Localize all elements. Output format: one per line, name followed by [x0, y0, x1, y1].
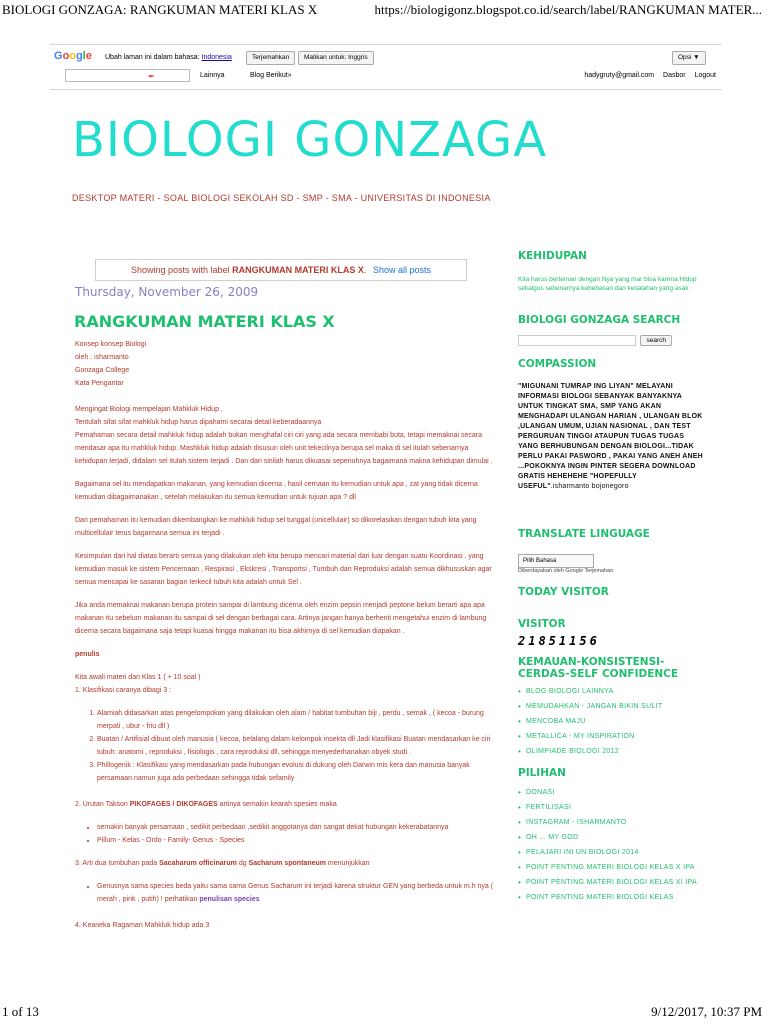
- pilihan-heading: PILIHAN: [518, 767, 566, 779]
- species-writing-link[interactable]: penulisan species: [199, 896, 260, 903]
- today-visitor-heading: TODAY VISITOR: [518, 586, 609, 598]
- post-body: [75, 338, 495, 932]
- sidebar-link[interactable]: • POINT PENTING MATERI BIOLOGI KELAS X IPA: [518, 862, 704, 873]
- list-item: 1. Alamiah didasarkan atas pengelompokan yang dilakukan oleh alam / habitat tumbuhan biji , perdu , semak , ( kecoa - burung merpati , ubur - friu dll ): [97, 707, 495, 733]
- kehidupan-text: Kita harus berteman dengan Nya yang mar bisa karena Hidup sekalgus sebenarnya kebebasan dan kesalahan yang asak: [518, 276, 697, 292]
- classification-list: [75, 707, 495, 785]
- sidebar-link[interactable]: • DONASI: [518, 787, 704, 798]
- kemauan-links: [518, 686, 704, 757]
- search-form: [518, 332, 704, 350]
- sidebar-link[interactable]: • PELAJARI INI UN BIOLOGI 2014: [518, 847, 704, 858]
- translate-heading: TRANSLATE LINGUAGE: [518, 528, 650, 540]
- translate-button[interactable]: Terjemahkan: [246, 51, 295, 65]
- author-label: penulis: [75, 651, 100, 658]
- powered-by-text: Diberdayakan oleh Google Terjemahan: [518, 568, 614, 574]
- paragraph: Dari pemahaman itu kemudian dikembangkan ke mahkluk hidup sel tunggal (unicellulair) so dikorelasikan dengan tubuh kita yang multicellulair terus bagaimana semua ini terjadi .: [75, 517, 477, 537]
- intro-line: oleh : isharmanto: [75, 354, 129, 361]
- paragraph: 3. Arti dua tumbuhan pada Sacaharum officinarum dg Sacharum spontaneum menunjukkan: [75, 860, 370, 867]
- compassion-text: "MIGUNANI TUMRAP ING LIYAN" MELAYANI INFORMASI BIOLOGI SEBANYAK BANYAKNYA UNTUK TINGKAT SMA, SMP YANG AKAN MENGHADAPI ULANGAN HARIAN , ULANGAN BLOK ,ULANGAN UMUM, UJIAN NASIONAL , DAN TEST PERGURUAN TINGGI ATAUPUN TUGAS TUGAS YANG BERHUBUNGAN DENGAN BIOLOGI...TIDAK PERLU PAKAI PASWORD , PAKAI YANG ANEH ANEH ...POKOKNYA INGIN PINTER SEGERA DOWNLOAD GRATIS HEHEHEHE "HOPEFULLY USEFUL".isharmanto bojonegoro: [518, 383, 703, 490]
- print-title: BIOLOGI GONZAGA: RANGKUMAN MATERI KLAS X: [2, 2, 318, 17]
- sidebar: [518, 250, 704, 907]
- sidebar-link[interactable]: • OH ... MY GOD: [518, 832, 704, 843]
- sidebar-link[interactable]: • INSTAGRAM - ISHARMANTO: [518, 817, 704, 828]
- translate-lang-link[interactable]: Indonesia: [201, 54, 232, 61]
- post-date: Thursday, November 26, 2009: [75, 285, 259, 299]
- visitor-heading: VISITOR: [518, 618, 566, 630]
- species-list: [75, 880, 495, 906]
- sidebar-search-input[interactable]: [518, 335, 636, 346]
- print-url: https://biologigonz.blogspot.co.id/search/label/RANGKUMAN MATER...: [374, 2, 762, 17]
- logout-link[interactable]: Logout: [694, 72, 716, 79]
- blog-search-input[interactable]: [65, 69, 190, 82]
- sidebar-link[interactable]: • METALLICA - MY INSPIRATION: [518, 731, 704, 742]
- sidebar-link[interactable]: • MEMUDAHKAN - JANGAN BIKIN SULIT: [518, 701, 704, 712]
- visitor-counter: 21851156: [518, 634, 600, 648]
- paragraph: Jika anda memaknai makanan berupa protein sampai di lambung dicerna oleh enzim pepsin menjadi peptone belum berarti apa apa makanan itu sebelum makanan itu sampai di sel dengan berbagai cara. Artinya jangan hanya berhenti mengetahui enzim di lambung dicerna secara bagaimana saja tetapi kuasai hingga makanan itu bisa akhirnya di sel kemudian diapakan .: [75, 602, 487, 635]
- paragraph: Kita awali materi dari Klas 1 ( + 10 soal ): [75, 674, 201, 681]
- kehidupan-heading: KEHIDUPAN: [518, 250, 587, 262]
- paragraph: 2. Urutan Takson PIKOFAGES / DIKOFAGES artinya semakin kearah spesies maka: [75, 801, 337, 808]
- paragraph: Bagaimana sel itu mendapatkan makanan, yang kemudian dicerna , hasil cernaan itu kemudian untuk apa , zat yang tidak dicerna kemudian dibagaimanakan , setelah melakukan itu semua kemudian untuk tujuan apa ? dll: [75, 481, 478, 501]
- search-heading: BIOLOGI GONZAGA SEARCH: [518, 314, 681, 326]
- sidebar-link[interactable]: • POINT PENTING MATERI BIOLOGI KELAS XI IPA: [518, 877, 704, 888]
- paragraph: 4. Keaneka Ragaman Mahkluk hidup ada 3: [75, 922, 210, 929]
- more-link[interactable]: Lainnya: [200, 72, 225, 79]
- options-button[interactable]: Opsi ▼: [672, 51, 706, 65]
- status-label: RANGKUMAN MATERI KLAS X: [232, 265, 364, 275]
- print-header: [0, 0, 768, 20]
- blog-title[interactable]: BIOLOGI GONZAGA: [72, 112, 548, 168]
- intro-line: Kata Pengantar: [75, 380, 124, 387]
- translate-offer-text: Ubah laman ini dalam bahasa:: [105, 54, 200, 61]
- blogger-icon[interactable]: ✒: [148, 72, 155, 81]
- turn-off-button[interactable]: Matikan untuk: Inggris: [298, 51, 374, 65]
- paragraph: Mengingat Biologi mempelajari Mahkluk Hidup ,: [75, 406, 223, 413]
- language-select[interactable]: Pilih Bahasa: [518, 554, 594, 568]
- list-item: • Pillum - Kelas - Ordo - Family- Genus - Species: [97, 834, 495, 847]
- list-item: 2. Buatan / Artifisial dibuat oleh manusia ( kecoa, belalang dalam kelompok insekta dll Jadi klasifikasi Buatan mendasarkan ke ciri tubuh: anatomi , reproduksi , fisiologis , cara reproduksi dll, sehingga menyederhanakan obyek studi .: [97, 733, 495, 759]
- takson-list: [75, 821, 495, 847]
- paragraph: Tentulah sifat sifat mahkluk hidup harus dipahami secarai detail keberadaannya: [75, 419, 322, 426]
- label-status-box: [95, 259, 467, 281]
- list-item: • Genusnya sama species beda yaitu sama sama Genus Sacharum ini terjadi karena struktur GEN yang berbeda untuk m.h nya ( merah , pink , putih) ! perhatikan penulisan species: [97, 880, 495, 906]
- sidebar-link[interactable]: • MENCOBA MAJU: [518, 716, 704, 727]
- status-suffix: .: [363, 265, 367, 275]
- pilihan-links: [518, 787, 704, 903]
- intro-line: Gonzaga College: [75, 367, 130, 374]
- print-footer: [0, 1002, 768, 1024]
- kemauan-heading: KEMAUAN-KONSISTENSI-CERDAS-SELF CONFIDENCE: [518, 656, 679, 680]
- list-item: • semakin banyak persamaan , sedikit perbedaan ,sedikit anggotanya dan sangat dekat hubungan kekerabatannya: [97, 821, 495, 834]
- blog-tagline: DESKTOP MATERI - SOAL BIOLOGI SEKOLAH SD - SMP - SMA - UNIVERSITAS DI INDONESIA: [72, 193, 491, 203]
- sidebar-link[interactable]: • POINT PENTING MATERI BIOLOGI KELAS: [518, 892, 704, 903]
- next-blog-link[interactable]: Blog Berikut»: [250, 72, 292, 79]
- user-email: hadygruty@gmail.com: [584, 72, 655, 79]
- translate-offer: [105, 54, 232, 61]
- show-all-posts-link[interactable]: Show all posts: [372, 265, 431, 275]
- paragraph: Kesimpulan dari hal diatas berarti semua yang dilakukan oleh kita berupa mencari material dari luar dengan suatu Koordinasi . yang kemudian masuk ke sistem Pencernaan , Respirasi , Ekskresi , Transportsi , Tumbuh dan Reproduksi adalah semua dikhususkan agar semua mencapai ke sasaran bagian terkecil tubuh kita adalah untuk Sel .: [75, 553, 492, 586]
- intro-line: Konsep konsep Biologi: [75, 341, 147, 348]
- sidebar-link[interactable]: • OLIMPIADE BIOLOGI 2012: [518, 746, 704, 757]
- blogger-navbar: [50, 44, 722, 90]
- list-item: 3. Phillogenik : Klasifikasi yang mendasarkan pada hubungan evolusi di dukung oleh Darwin mis kera dan manusia banyak persamaan namun juga ada perbedaan sehingga tidak sefamily: [97, 759, 495, 785]
- sidebar-search-button[interactable]: search: [640, 335, 672, 346]
- paragraph: 1. Klasifikasi caranya dibagi 3 :: [75, 687, 172, 694]
- compassion-heading: COMPASSION: [518, 358, 597, 370]
- print-page-number: 1 of 13: [2, 1004, 39, 1019]
- print-datetime: 9/12/2017, 10:37 PM: [651, 1004, 762, 1019]
- post-title[interactable]: RANGKUMAN MATERI KLAS X: [74, 312, 335, 331]
- sidebar-link[interactable]: • BLOG BIOLOGI LAINNYA: [518, 686, 704, 697]
- google-logo: Google: [54, 50, 92, 62]
- status-prefix: Showing posts with label: [131, 265, 233, 275]
- user-menu: [577, 72, 716, 79]
- compassion-signature: .isharmanto bojonegoro: [550, 483, 629, 490]
- sidebar-link[interactable]: • FERTILISASI: [518, 802, 704, 813]
- dashboard-link[interactable]: Dasbor: [663, 72, 686, 79]
- paragraph: Pemahaman secara detail mahkluk hidup adalah bukan menghafal ciri ciri yang ada secara membabi buta, tetapi memaknai secara mendasar apa itu mahkluk hidup. Mashkluk hidup adalah disusun oleh unit tekecilnya berupa sel maka di sel itulah sebenarnya kehidupan terjadi, didalam sel itulah sistem terjadi . Dan dari sinilah harus dikuasai sepenuhnya bagaimana makna kehidupan dimulai .: [75, 432, 493, 465]
